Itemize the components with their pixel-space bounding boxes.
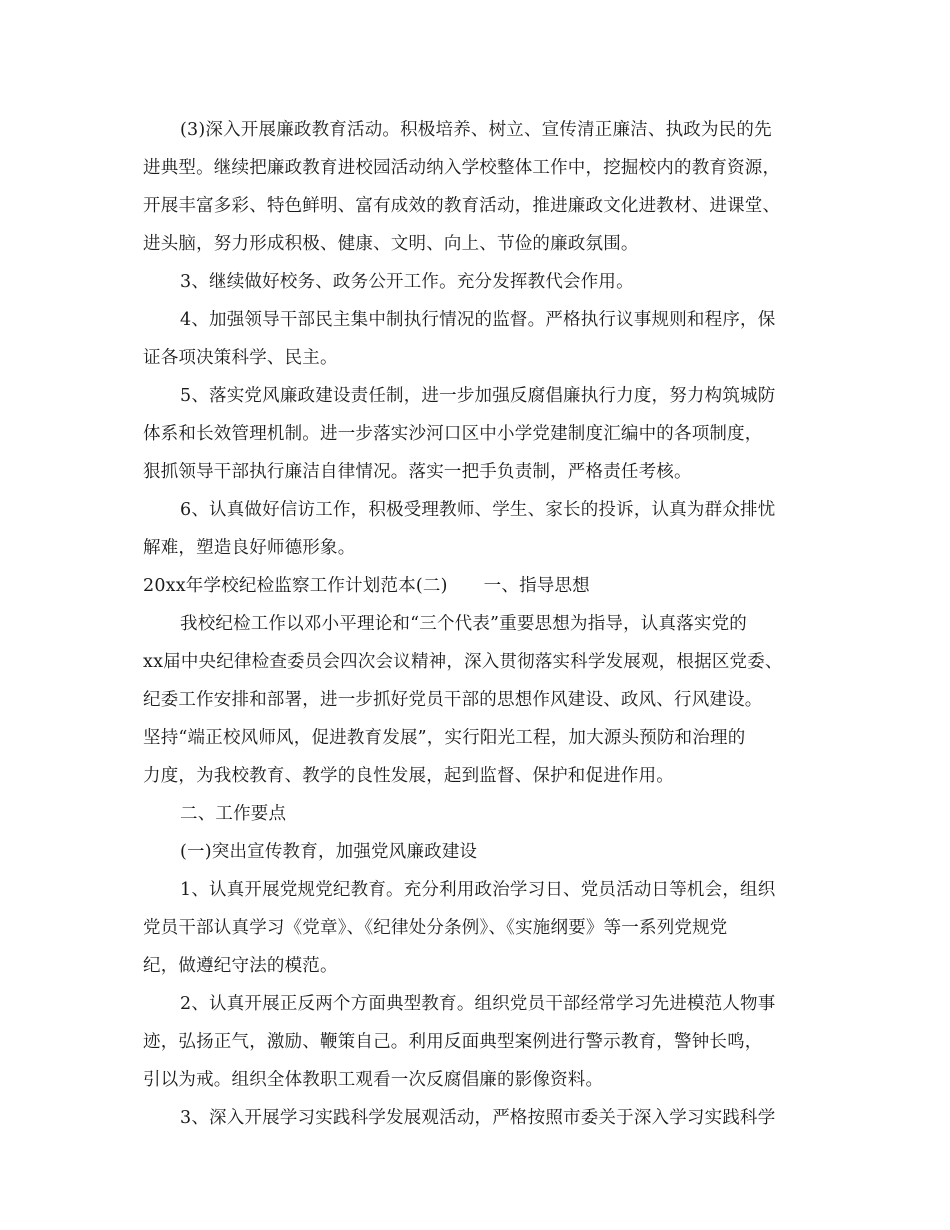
text-line: 坚持“端正校风师风，促进教育发展”，实行阳光工程，加大源头预防和治理的 xyxy=(143,728,746,748)
text-line: 迹，弘扬正气，激励、鞭策自己。利用反面典型案例进行警示教育，警钟长鸣， xyxy=(143,1032,763,1052)
text-line: 纪，做遵纪守法的模范。 xyxy=(143,956,338,976)
text-line: 纪委工作安排和部署，进一步抓好党员干部的思想作风建设、政风、行风建设。 xyxy=(143,690,763,710)
text-line: 狠抓领导干部执行廉洁自律情况。落实一把手负责制，严格责任考核。 xyxy=(143,462,692,482)
text-line: 力度，为我校教育、教学的良性发展，起到监督、保护和促进作用。 xyxy=(143,766,674,786)
section-heading: 一、指导思想 xyxy=(483,576,590,596)
subsection-heading: (一)突出宣传教育，加强党风廉政建设 xyxy=(180,842,478,862)
text-line: 1、认真开展党规党纪教育。充分利用政治学习日、党员活动日等机会，组织 xyxy=(180,880,776,900)
section-heading-line xyxy=(143,574,590,598)
text-line: (3)深入开展廉政教育活动。积极培养、树立、宣传清正廉洁、执政为民的先 xyxy=(180,120,772,140)
text-line: 党员干部认真学习《党章》、《纪律处分条例》、《实施纲要》等一系列党规党 xyxy=(143,918,728,938)
text-line: 开展丰富多彩、特色鲜明、富有成效的教育活动，推进廉政文化进教材、进课堂、 xyxy=(143,196,781,216)
section-heading: 二、工作要点 xyxy=(180,804,287,824)
text-line: 6、认真做好信访工作，积极受理教师、学生、家长的投诉，认真为群众排忧 xyxy=(180,500,776,520)
text-line: xx届中央纪律检查委员会四次会议精神，深入贯彻落实科学发展观，根据区党委、 xyxy=(143,652,783,672)
text-line: 4、加强领导干部民主集中制执行情况的监督。严格执行议事规则和程序，保 xyxy=(180,310,776,330)
text-line: 体系和长效管理机制。进一步落实沙河口区中小学党建制度汇编中的各项制度， xyxy=(143,424,763,444)
text-line: 进典型。继续把廉政教育进校园活动纳入学校整体工作中，挖掘校内的教育资源， xyxy=(143,158,781,178)
text-line: 引以为戒。组织全体教职工观看一次反腐倡廉的影像资料。 xyxy=(143,1070,604,1090)
text-line: 3、继续做好校务、政务公开工作。充分发挥教代会作用。 xyxy=(180,272,634,292)
text-line: 5、落实党风廉政建设责任制，进一步加强反腐倡廉执行力度，努力构筑城防 xyxy=(180,386,776,406)
text-line: 我校纪检工作以邓小平理论和“三个代表”重要思想为指导，认真落实党的 xyxy=(180,614,747,634)
text-line: 进头脑，努力形成积极、健康、文明、向上、节俭的廉政氛围。 xyxy=(143,234,639,254)
text-line: 证各项决策科学、民主。 xyxy=(143,348,338,368)
text-line: 3、深入开展学习实践科学发展观活动，严格按照市委关于深入学习实践科学 xyxy=(180,1108,776,1128)
text-line: 解难，塑造良好师德形象。 xyxy=(143,538,356,558)
text-line: 2、认真开展正反两个方面典型教育。组织党员干部经常学习先进模范人物事 xyxy=(180,994,776,1014)
document-subtitle: 20xx年学校纪检监察工作计划范本(二) xyxy=(143,576,448,596)
